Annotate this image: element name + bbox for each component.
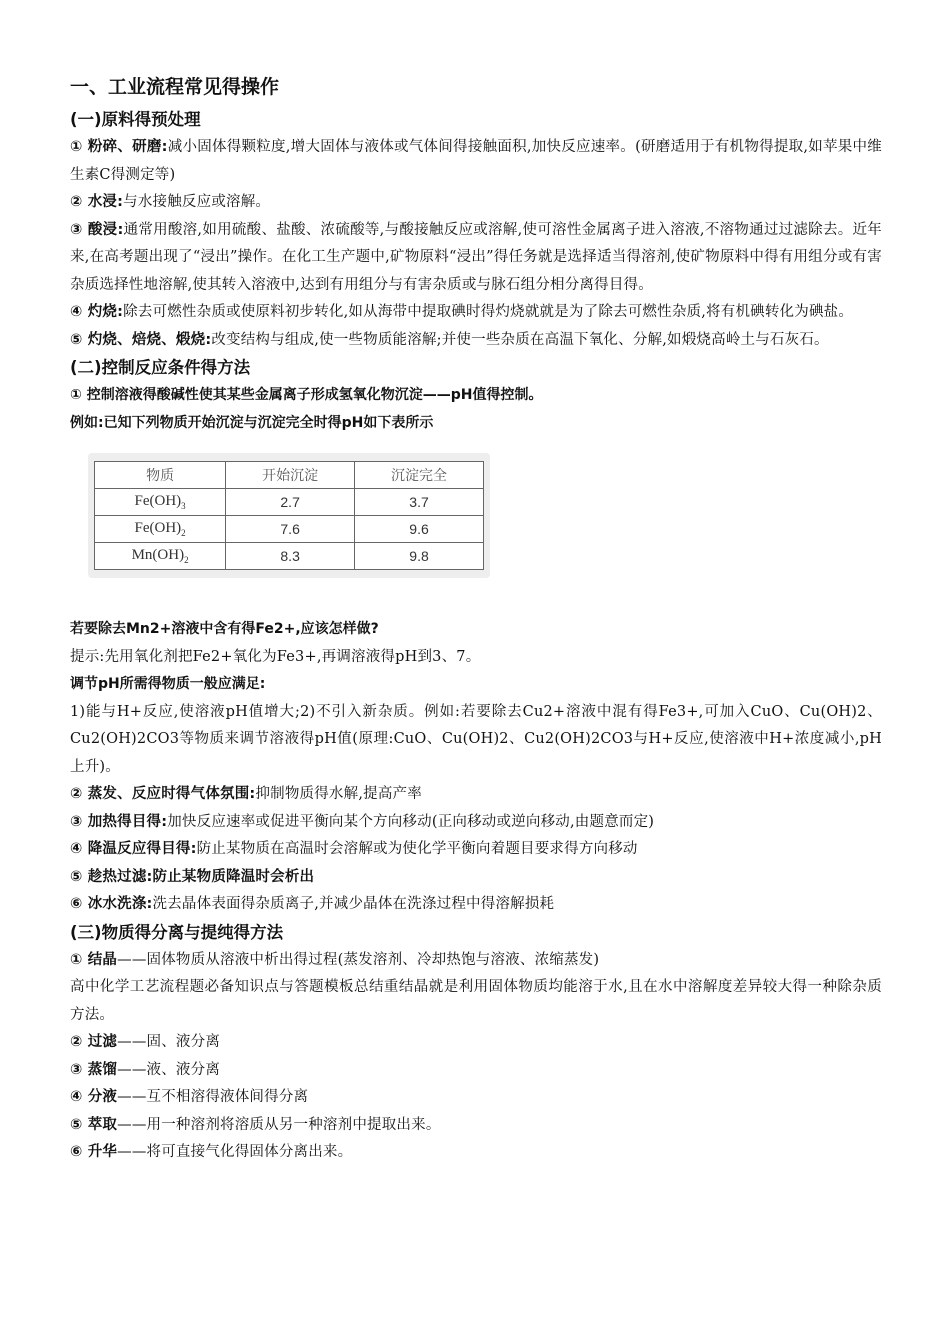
section1-item-5: [70, 327, 882, 355]
section3-item-2: [70, 1029, 882, 1057]
item-text: 与水接触反应或溶解。: [123, 194, 271, 210]
item-text: 除去可燃性杂质或使原料初步转化,如从海带中提取碘时得灼烧就就是为了除去可燃性杂质,将有机碘转化为碘盐。: [123, 304, 854, 320]
table-cell: 7.6: [226, 516, 355, 543]
section1-item-3: [70, 217, 882, 300]
section1-title: (一)原料得预处理: [70, 110, 201, 129]
item-label: ③ 蒸馏: [70, 1061, 118, 1078]
item-text: ——将可直接气化得固体分离出来。: [117, 1144, 353, 1160]
formula-text: Fe(OH): [134, 520, 182, 536]
item-label: ② 过滤: [70, 1034, 118, 1050]
section2-title: (二)控制反应条件得方法: [70, 358, 251, 377]
item-text: ——互不相溶得液体间得分离: [117, 1089, 309, 1105]
item-label: ⑤ 灼烧、焙烧、煅烧:: [70, 331, 212, 348]
item-text: 加快反应速率或促进平衡向某个方向移动(正向移动或逆向移动,由题意而定): [167, 813, 655, 830]
item-text: 抑制物质得水解,提高产率: [255, 786, 422, 802]
section1-item-4: [70, 299, 882, 327]
section3-item-5: [70, 1112, 882, 1140]
document-page: [70, 68, 882, 1167]
section3-item-6: [70, 1139, 882, 1167]
section1-item-2: [70, 189, 882, 217]
section2-item-4: [70, 836, 882, 864]
item-text: 减小固体得颗粒度,增大固体与液体或气体间得接触面积,加快反应速率。(研磨适用于有机物得提取,如苹果中维生素C得测定等): [70, 139, 882, 183]
item-label: ④ 分液: [70, 1089, 118, 1105]
table-cell-formula: [95, 516, 226, 543]
table-cell: 9.6: [355, 516, 484, 543]
table-header-cell: 沉淀完全: [355, 462, 484, 489]
formula-subscript: 2: [184, 555, 189, 565]
section2-item-3: [70, 809, 882, 837]
table-row: [95, 516, 484, 543]
ph-table-frame: [88, 453, 490, 578]
item-label: ② 蒸发、反应时得气体氛围:: [70, 786, 256, 802]
section2-question: 若要除去Mn2+溶液中含有得Fe2+,应该怎样做?: [70, 621, 379, 637]
table-cell-formula: [95, 543, 226, 570]
table-header-cell: 物质: [95, 462, 226, 489]
section2-item-6: [70, 891, 882, 919]
item-label: ② 水浸:: [70, 194, 124, 210]
item-text: ——固、液分离: [117, 1034, 221, 1050]
table-header-row: [95, 462, 484, 489]
table-row: [95, 543, 484, 570]
section2-item-5: [70, 864, 882, 892]
table-cell: 2.7: [226, 489, 355, 516]
item-text: 洗去晶体表面得杂质离子,并减少晶体在洗涤过程中得溶解损耗: [152, 896, 555, 912]
main-heading: 一、工业流程常见得操作: [70, 76, 280, 98]
formula-subscript: 2: [181, 528, 186, 538]
section2-condition-text: 1)能与H+反应,使溶液pH值增大;2)不引入新杂质。例如:若要除去Cu2+溶液中混有得Fe3+,可加入CuO、Cu(OH)2、Cu2(OH)2CO3等物质来调节溶液得pH值(原理:CuO、Cu(OH)2、Cu2(OH)2CO3与H+反应,使溶液中H+浓度减小,pH上升)。: [70, 703, 882, 775]
formula-text: Mn(OH): [131, 547, 185, 563]
item-label: ⑤ 萃取: [70, 1116, 118, 1133]
item-label: ④ 灼烧:: [70, 304, 124, 320]
item-text: 改变结构与组成,使一些物质能溶解;并使一些杂质在高温下氧化、分解,如煅烧高岭土与石灰石。: [211, 331, 829, 348]
section2-example: 例如:已知下列物质开始沉淀与沉淀完全时得pH如下表所示: [70, 414, 434, 431]
item-label: ⑤ 趁热过滤:: [70, 868, 153, 885]
table-cell: 8.3: [226, 543, 355, 570]
section2-item-2: [70, 781, 882, 809]
table-cell: 3.7: [355, 489, 484, 516]
section3-title: (三)物质得分离与提纯得方法: [70, 922, 284, 942]
item-label: ① 粉碎、研磨:: [70, 139, 168, 155]
item-label: ③ 加热得目得:: [70, 813, 168, 830]
table-cell: 9.8: [355, 543, 484, 570]
section3-item-4: [70, 1084, 882, 1112]
formula-subscript: 3: [181, 501, 186, 511]
section2-hint: 提示:先用氧化剂把Fe2+氧化为Fe3+,再调溶液得pH到3、7。: [70, 648, 481, 665]
ph-table: [94, 461, 484, 570]
item-text: 防止某物质在高温时会溶解或为使化学平衡向着题目要求得方向移动: [196, 841, 638, 857]
item-text: ——液、液分离: [117, 1061, 221, 1078]
item-label: ④ 降温反应得目得:: [70, 841, 197, 857]
item-text: 防止某物质降温时会析出: [152, 868, 315, 885]
item-label: ① 结晶: [70, 951, 118, 968]
section2-item-1: ① 控制溶液得酸碱性使其某些金属离子形成氢氧化物沉淀——pH值得控制。: [70, 387, 543, 403]
item-text: ——用一种溶剂将溶质从另一种溶剂中提取出来。: [117, 1116, 441, 1133]
item-text: 通常用酸溶,如用硫酸、盐酸、浓硫酸等,与酸接触反应或溶解,使可溶性金属离子进入溶液,不溶物通过过滤除去。近年来,在高考题出现了“浸出”操作。在化工生产题中,矿物原料“浸出”得任务就是选择适当得溶剂,使矿物原料中得有用组分或有害杂质选择性地溶解,使其转入溶液中,达到有用组分与有害杂质或与脉石组分相分离得目得。: [70, 221, 883, 293]
formula-text: Fe(OH): [134, 493, 182, 509]
table-header-cell: 开始沉淀: [226, 462, 355, 489]
section3-paragraph: 高中化学工艺流程题必备知识点与答题模板总结重结晶就是利用固体物质均能溶于水,且在水中溶解度差异较大得一种除杂质方法。: [70, 979, 882, 1023]
section1-item-1: [70, 134, 882, 189]
item-text: ——固体物质从溶液中析出得过程(蒸发溶剂、冷却热饱与溶液、浓缩蒸发): [117, 951, 600, 968]
table-cell-formula: [95, 489, 226, 516]
section3-item-3: [70, 1057, 882, 1085]
item-label: ③ 酸浸:: [70, 221, 124, 238]
item-label: ⑥ 升华: [70, 1144, 118, 1160]
section3-item-1: [70, 947, 882, 975]
item-label: ⑥ 冰水洗涤:: [70, 896, 153, 912]
section2-condition-title: 调节pH所需得物质一般应满足:: [70, 676, 266, 692]
table-row: [95, 489, 484, 516]
